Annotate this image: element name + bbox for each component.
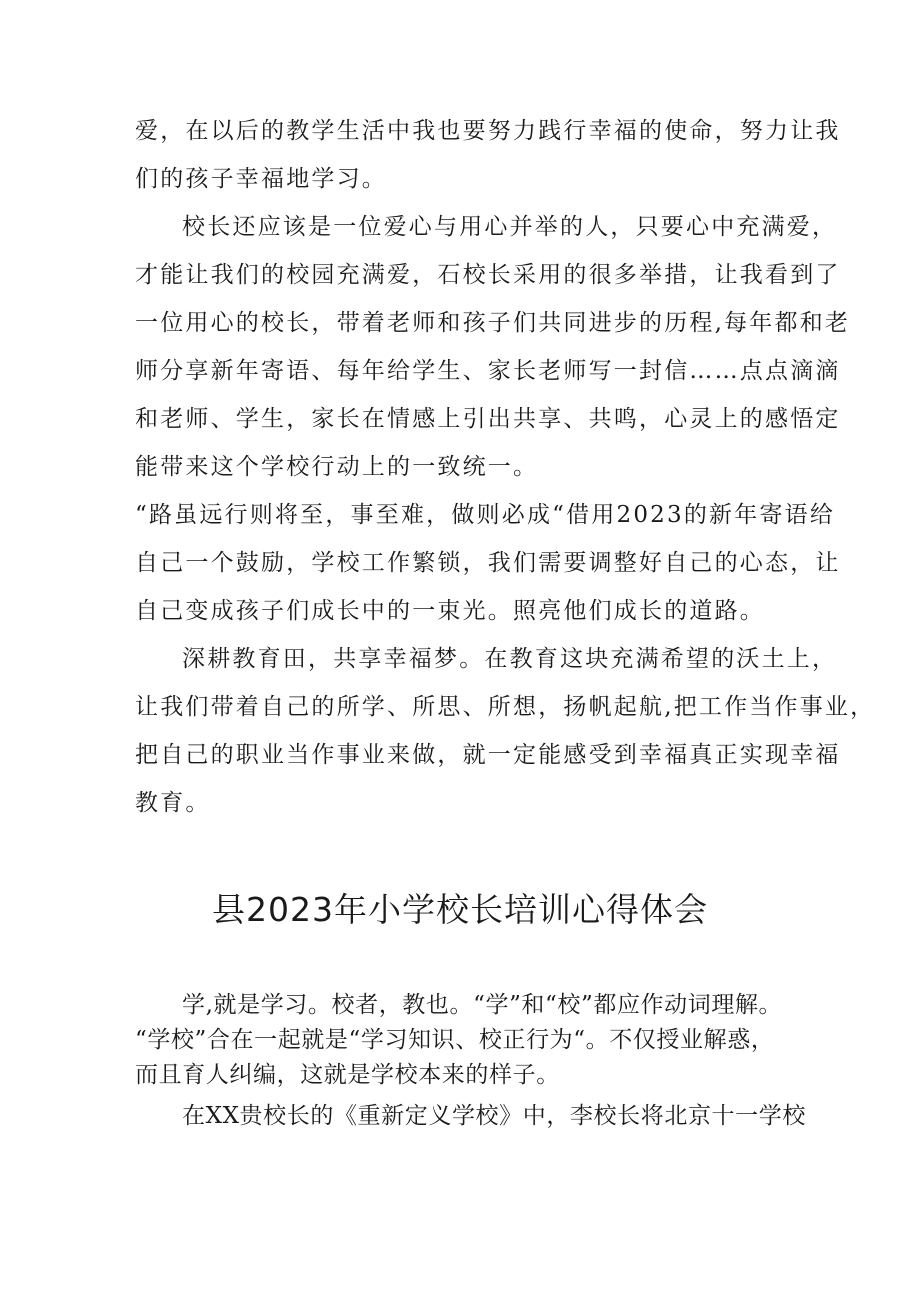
text-line: 自己变成孩子们成长中的一束光。照亮他们成长的道路。 [135, 598, 765, 624]
text-line: 把自己的职业当作事业来做，就一定能感受到幸福真正实现幸福 [135, 742, 841, 768]
text-line: 学,就是学习。校者，教也。“学”和“校”都应作动词理解。 [182, 992, 783, 1018]
text-line: 师分享新年寄语、每年给学生、家长老师写一封信……点点滴滴 [135, 358, 841, 384]
text-line: 在XX贵校长的《重新定义学校》中，李校长将北京十一学校 [182, 1103, 806, 1129]
text-line: 一位用心的校长，带着老师和孩子们共同进步的历程,每年都和老 [135, 310, 851, 336]
text-line: 深耕教育田，共享幸福梦。在教育这块充满希望的沃土上， [182, 646, 838, 672]
text-line: 能带来这个学校行动上的一致统一。 [135, 454, 539, 480]
text-line: 和老师、学生，家长在情感上引出共享、共鸣，心灵上的感悟定 [135, 406, 841, 432]
text-line: 爱，在以后的教学生活中我也要努力践行幸福的使命，努力让我 [135, 118, 841, 144]
text-line: 自己一个鼓励，学校工作繁锁，我们需要调整好自己的心态，让 [135, 550, 841, 576]
text-line: “路虽远行则将至，事至难，做则必成“借用2023的新年寄语给 [135, 502, 836, 528]
text-line: 教育。 [135, 790, 211, 816]
text-line: “学校”合在一起就是“学习知识、校正行为“。不仅授业解惑， [135, 1027, 775, 1053]
text-line: 校长还应该是一位爱心与用心并举的人，只要心中充满爱， [182, 214, 838, 240]
text-line: 们的孩子幸福地学习。 [135, 166, 387, 192]
text-line: 才能让我们的校园充满爱，石校长采用的很多举措，让我看到了 [135, 262, 841, 288]
text-line: 而且育人纠编，这就是学校本来的样子。 [135, 1062, 560, 1088]
text-line: 让我们带着自己的所学、所思、所想，扬帆起航,把工作当作事业， [135, 694, 876, 720]
article-title: 县2023年小学校长培训心得体会 [212, 890, 708, 929]
